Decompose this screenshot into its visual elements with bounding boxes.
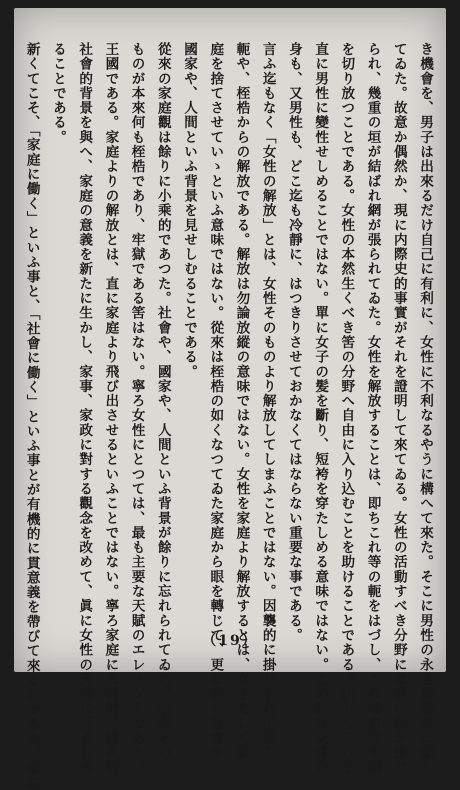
text-column: 身も、又男性も、どこ迄も冷靜に、はつきりさせておかなくてはならない重要な事である。: [285, 42, 302, 643]
text-column: 言ふ迄もなく「女性の解放」とは、女性そのものより解放してしまふことではない。因襲的に掛けられて居た: [259, 42, 276, 760]
text-column: ものが本來何も桎梏であり、牢獄である筈はない。寧ろ女性にとつては、最も主要な天賦のエレメントであり、: [128, 42, 145, 775]
text-column: 從來の家庭觀は餘りに小乘的であつた。社會や、國家や、人間といふ背景が餘りに忘れられてゐた。家庭その: [154, 42, 171, 760]
text-column: られ、幾重の垣が結ばれ網が張られてゐた。女性を解放することは、即ちこれ等の軛をはづし、これ峰の垣や網: [364, 42, 381, 775]
text-column: 庭を捨てさせていゝといふ意味ではない。從來は桎梏の如くなつてゐた家庭から眼を轉じて、更に廣い社會や、: [207, 42, 224, 775]
text-column: 直に男性に變性せしめることではない。單に女子の髪を斷り、短袴を穿たしめる意味ではない。この點は女性自: [312, 42, 329, 775]
page-number: （19）: [202, 633, 258, 649]
text-column: てゐた。故意か偶然か、現に内際史的事實がそれを證明して來てゐる。女性の活動すべき分野には重い軛が掛け: [390, 42, 407, 775]
text-column: を切り放つことである。女性の本然生くべき筈の分野へ自由に入り込むことを助けることである。決してこれを: [338, 42, 355, 775]
book-page: [14, 8, 446, 790]
text-column: 國家や、人間といふ背景を見せしむることである。: [181, 42, 198, 379]
text-column: 王國である。家庭よりの解放とは、直に家庭より飛び出させるといふことではない。寧ろ家庭に人間的、國民的: [102, 42, 119, 775]
text-column: 軛や、桎梏からの解放である。解放は勿論放縱の意味ではない。女性を家庭より解放するとは、女子をして家: [233, 42, 250, 760]
text-column: ることである。: [49, 42, 66, 145]
text-column: 新くてこそ、「家庭に働く」といふ事と、「社會に働く」といふ事とが有機的に貫意義を帶びて來るのである。家庭: [23, 42, 40, 790]
text-column: 社會的背景を與へ、家庭の意義を新たに生かし、家事、家政に對する觀念を改めて、眞に女性の天職に活きしめ: [76, 42, 93, 775]
text-column: き機會を、男子は出來るだけ自己に有利に、女性に不利なるやうに構へて來た。そこに男性の永き横暴が支配し: [417, 42, 433, 775]
